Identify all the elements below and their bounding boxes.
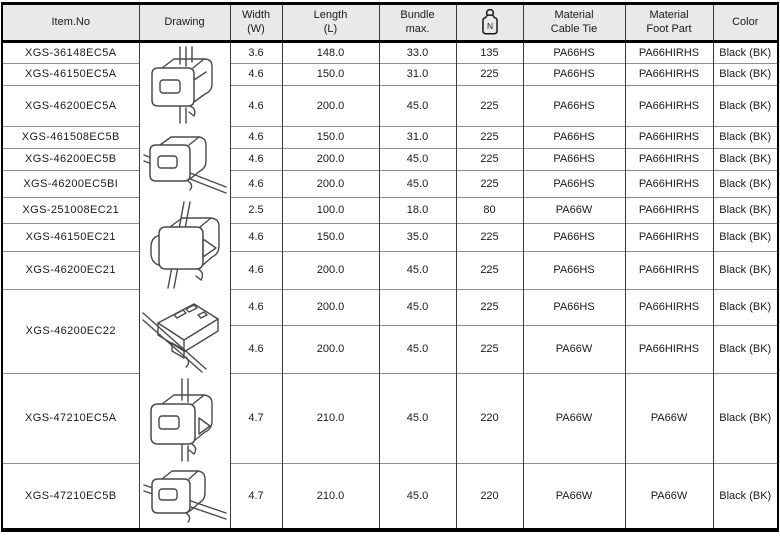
table-row: [3, 148, 777, 170]
material-cable-tie-cell: PA66HS: [523, 148, 625, 170]
product-spec-table: [3, 5, 777, 528]
width-cell: 4.6: [230, 63, 282, 85]
width-cell: 3.6: [230, 41, 282, 63]
table-row: [3, 373, 777, 463]
color-cell: Black (BK): [713, 251, 777, 289]
strength-cell: 225: [456, 251, 523, 289]
length-cell: 200.0: [282, 148, 379, 170]
bundle-max-cell: 45.0: [379, 85, 456, 126]
col-header-color: [713, 5, 777, 41]
newton-letter: N: [486, 21, 493, 32]
color-cell: Black (BK): [713, 373, 777, 463]
table-row: [3, 463, 777, 528]
cable-clamp-hook-tie-drawing-icon: [142, 201, 228, 289]
table-row: [3, 126, 777, 148]
length-cell: 150.0: [282, 126, 379, 148]
material-foot-part-cell: PA66W: [625, 373, 713, 463]
strength-cell: 225: [456, 63, 523, 85]
header-sublabel: max.: [405, 23, 430, 36]
strength-cell: 220: [456, 463, 523, 528]
bundle-max-cell: 45.0: [379, 251, 456, 289]
material-cable-tie-cell: PA66HS: [523, 63, 625, 85]
material-foot-part-cell: PA66HIRHS: [625, 170, 713, 197]
header-sublabel: (L): [323, 23, 338, 36]
cable-clamp-diagonal-tie-2-drawing-icon: [142, 467, 228, 527]
col-header-item-no: [3, 5, 139, 41]
strength-cell: 225: [456, 85, 523, 126]
item-no-cell: XGS-46150EC5A: [3, 63, 139, 85]
length-cell: 150.0: [282, 63, 379, 85]
item-no-cell: XGS-251008EC21: [3, 197, 139, 223]
item-no-cell: XGS-46200EC5A: [3, 85, 139, 126]
col-header-width: [230, 5, 282, 41]
material-cable-tie-cell: PA66HS: [523, 85, 625, 126]
material-foot-part-cell: PA66HIRHS: [625, 251, 713, 289]
width-cell: 4.6: [230, 325, 282, 373]
strength-cell: 225: [456, 170, 523, 197]
strength-cell: 225: [456, 223, 523, 251]
strength-cell: 135: [456, 41, 523, 63]
width-cell: 2.5: [230, 197, 282, 223]
material-cable-tie-cell: PA66HS: [523, 251, 625, 289]
length-cell: 210.0: [282, 373, 379, 463]
length-cell: 150.0: [282, 223, 379, 251]
material-cable-tie-cell: PA66HS: [523, 289, 625, 325]
item-no-cell: XGS-46200EC21: [3, 251, 139, 289]
width-cell: 4.7: [230, 373, 282, 463]
length-cell: 210.0: [282, 463, 379, 528]
width-cell: 4.6: [230, 148, 282, 170]
col-header-length: [282, 5, 379, 41]
bundle-max-cell: 45.0: [379, 463, 456, 528]
item-no-cell: XGS-46150EC21: [3, 223, 139, 251]
cable-clamp-top-view-drawing-icon: [142, 293, 228, 373]
drawing-cell: [139, 41, 230, 528]
col-header-material-cable-tie: [523, 5, 625, 41]
header-label: Item.No: [51, 16, 90, 29]
material-cable-tie-cell: PA66W: [523, 373, 625, 463]
color-cell: Black (BK): [713, 463, 777, 528]
material-foot-part-cell: PA66HIRHS: [625, 223, 713, 251]
color-cell: Black (BK): [713, 289, 777, 325]
strength-cell: 225: [456, 325, 523, 373]
table-row: [3, 223, 777, 251]
table-row: [3, 85, 777, 126]
header-sublabel: (W): [247, 23, 265, 36]
length-cell: 200.0: [282, 251, 379, 289]
color-cell: Black (BK): [713, 126, 777, 148]
color-cell: Black (BK): [713, 325, 777, 373]
table-row: [3, 197, 777, 223]
width-cell: 4.6: [230, 170, 282, 197]
material-cable-tie-cell: PA66HS: [523, 223, 625, 251]
bundle-max-cell: 33.0: [379, 41, 456, 63]
material-foot-part-cell: PA66W: [625, 463, 713, 528]
item-no-cell: XGS-36148EC5A: [25, 46, 117, 59]
item-no-cell: XGS-47210EC5A: [3, 373, 139, 463]
color-cell: Black (BK): [713, 170, 777, 197]
header-label: Color: [732, 16, 759, 29]
length-cell: 100.0: [282, 197, 379, 223]
bundle-max-cell: 45.0: [379, 325, 456, 373]
material-cable-tie-cell: PA66W: [523, 197, 625, 223]
spec-table-frame: [1, 2, 779, 532]
width-cell: 4.6: [230, 85, 282, 126]
bundle-max-cell: 31.0: [379, 126, 456, 148]
color-cell: Black (BK): [713, 223, 777, 251]
width-cell: 4.6: [230, 126, 282, 148]
strength-cell: 225: [456, 148, 523, 170]
bundle-max-cell: 45.0: [379, 289, 456, 325]
header-label: Length: [313, 9, 348, 22]
header-label: Drawing: [164, 16, 205, 29]
material-cable-tie-cell: PA66W: [523, 325, 625, 373]
item-no-cell: XGS-461508EC5B: [3, 126, 139, 148]
cable-clamp-vertical-tie-drawing-icon: [142, 46, 228, 124]
length-cell: 148.0: [282, 41, 379, 63]
col-header-material-foot-part: [625, 5, 713, 41]
bundle-max-cell: 45.0: [379, 373, 456, 463]
header-label: Material: [554, 9, 594, 22]
color-cell: Black (BK): [713, 148, 777, 170]
table-row: [3, 41, 777, 63]
item-no-cell: XGS-46200EC22: [3, 289, 139, 373]
width-cell: 4.7: [230, 463, 282, 528]
table-row: [3, 251, 777, 289]
bundle-max-cell: 45.0: [379, 148, 456, 170]
material-foot-part-cell: PA66HIRHS: [625, 85, 713, 126]
header-label: Material: [649, 9, 689, 22]
header-row: [3, 5, 777, 41]
length-cell: 200.0: [282, 325, 379, 373]
strength-cell: 220: [456, 373, 523, 463]
color-cell: Black (BK): [713, 197, 777, 223]
newton-weight-icon: [478, 7, 502, 37]
material-foot-part-cell: PA66HIRHS: [625, 148, 713, 170]
bundle-max-cell: 45.0: [379, 170, 456, 197]
width-cell: 4.6: [230, 289, 282, 325]
header-sublabel: Cable Tie: [550, 23, 598, 36]
length-cell: 200.0: [282, 289, 379, 325]
color-cell: Black (BK): [713, 41, 777, 63]
color-cell: Black (BK): [713, 63, 777, 85]
material-foot-part-cell: PA66HIRHS: [625, 63, 713, 85]
col-header-bundle-max: [379, 5, 456, 41]
material-foot-part-cell: PA66HIRHS: [625, 325, 713, 373]
header-label: Bundle: [400, 9, 435, 22]
bundle-max-cell: 35.0: [379, 223, 456, 251]
material-cable-tie-cell: PA66HS: [523, 170, 625, 197]
width-cell: 4.6: [230, 223, 282, 251]
material-cable-tie-cell: PA66HS: [523, 126, 625, 148]
cable-clamp-diagonal-tie-drawing-icon: [142, 131, 228, 197]
material-cable-tie-cell: PA66W: [523, 463, 625, 528]
material-foot-part-cell: PA66HIRHS: [625, 126, 713, 148]
material-foot-part-cell: PA66HIRHS: [625, 41, 713, 63]
bundle-max-cell: 31.0: [379, 63, 456, 85]
strength-cell: 225: [456, 126, 523, 148]
item-no-cell: XGS-46200EC5B: [3, 148, 139, 170]
length-cell: 200.0: [282, 170, 379, 197]
col-header-strength: [456, 5, 523, 41]
material-cable-tie-cell: PA66HS: [523, 41, 625, 63]
width-cell: 4.6: [230, 251, 282, 289]
material-foot-part-cell: PA66HIRHS: [625, 197, 713, 223]
item-no-cell: XGS-47210EC5B: [3, 463, 139, 528]
material-foot-part-cell: PA66HIRHS: [625, 289, 713, 325]
strength-cell: 225: [456, 289, 523, 325]
header-label: Width: [241, 9, 271, 22]
bundle-max-cell: 18.0: [379, 197, 456, 223]
length-cell: 200.0: [282, 85, 379, 126]
header-sublabel: Foot Part: [646, 23, 692, 36]
item-no-cell: XGS-46200EC5BI: [3, 170, 139, 197]
table-row: [3, 289, 777, 325]
cable-clamp-vertical-tie-2-drawing-icon: [142, 378, 228, 462]
table-row: [3, 170, 777, 197]
table-row: [3, 63, 777, 85]
strength-cell: 80: [456, 197, 523, 223]
color-cell: Black (BK): [713, 85, 777, 126]
col-header-drawing: [139, 5, 230, 41]
